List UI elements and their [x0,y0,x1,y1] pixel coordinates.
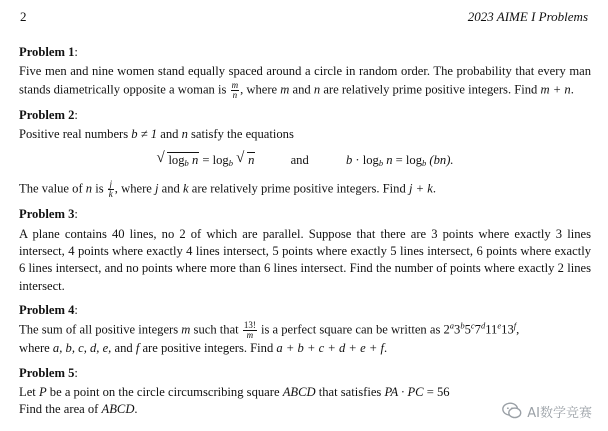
problem-title: Problem 4: [19,302,78,317]
sqrt-expression: √ $\log_b n$ [156,150,199,169]
watermark-text: AI数学竞赛 [527,405,592,421]
and-text: and [290,153,309,168]
fraction: $\frac{j}{k}$ [108,179,113,200]
problem-text: A plane contains 40 lines, no 2 of which are parallel. Suppose that there are 3 points where exactly 3 lines intersect, 4 points where exactly 4 lines intersect, 5 points where exactly 5 lines intersect, 6 points where exactly 6 lines intersect, and no points where more than 6 lines intersect. Find the number of points where exactly 2 lines intersect. [19,226,591,293]
problem-title: Problem 5: [19,365,78,380]
fraction: $\frac{m}{n}$ [231,79,239,100]
running-title: 2023 AIME I Problems [467,9,588,24]
problem-title: Problem 2: [19,107,78,122]
problem-4 [19,302,591,358]
problem-3 [19,206,591,294]
problems-list [19,44,591,425]
problem-text: Five men and nine women stand equally spaced around a circle in random order. The probability that every man stands diametrically opposite a woman is $\frac{m}{n}$ , where m and n are relatively prime positive integers. Find m + n. [19,64,591,100]
page-number: 2 [20,9,27,24]
page-header [20,9,588,27]
problem-text: Let P be a point on the circle circumscribing square ABCD that satisfies PA · PC = 56 Find the area of ABCD. [19,384,450,417]
problem-1 [19,44,591,100]
problem-intro: Positive real numbers b ≠ 1 and n satisfy the equations [19,126,294,141]
problem-text: The value of n is $\frac{j}{k}$ , where j and k are relatively prime positive integers. Find j + k. [19,179,436,200]
watermark [501,397,592,425]
problem-2 [19,107,591,200]
sqrt-expression: √ n [236,150,255,168]
fraction: $\frac{13!}{m}$ [243,320,256,341]
equations: √ $\log_b n = \log_b$ √ n and $b \cdot \log_b n = \log_b (bn)$. [19,152,591,172]
problem-title: Problem 1: [19,45,78,59]
wechat-icon [501,400,523,422]
problem-title: Problem 3: [19,207,78,222]
problem-text: The sum of all positive integers m such that $\frac{13!}{m}$ is a perfect square can be written as 2$^a$3$^b$5$^c$7$^d$11e13$^f$, where a, b, c, d, e, and f are positive integers. Find a + b + c + d + e + f. [19,320,520,356]
